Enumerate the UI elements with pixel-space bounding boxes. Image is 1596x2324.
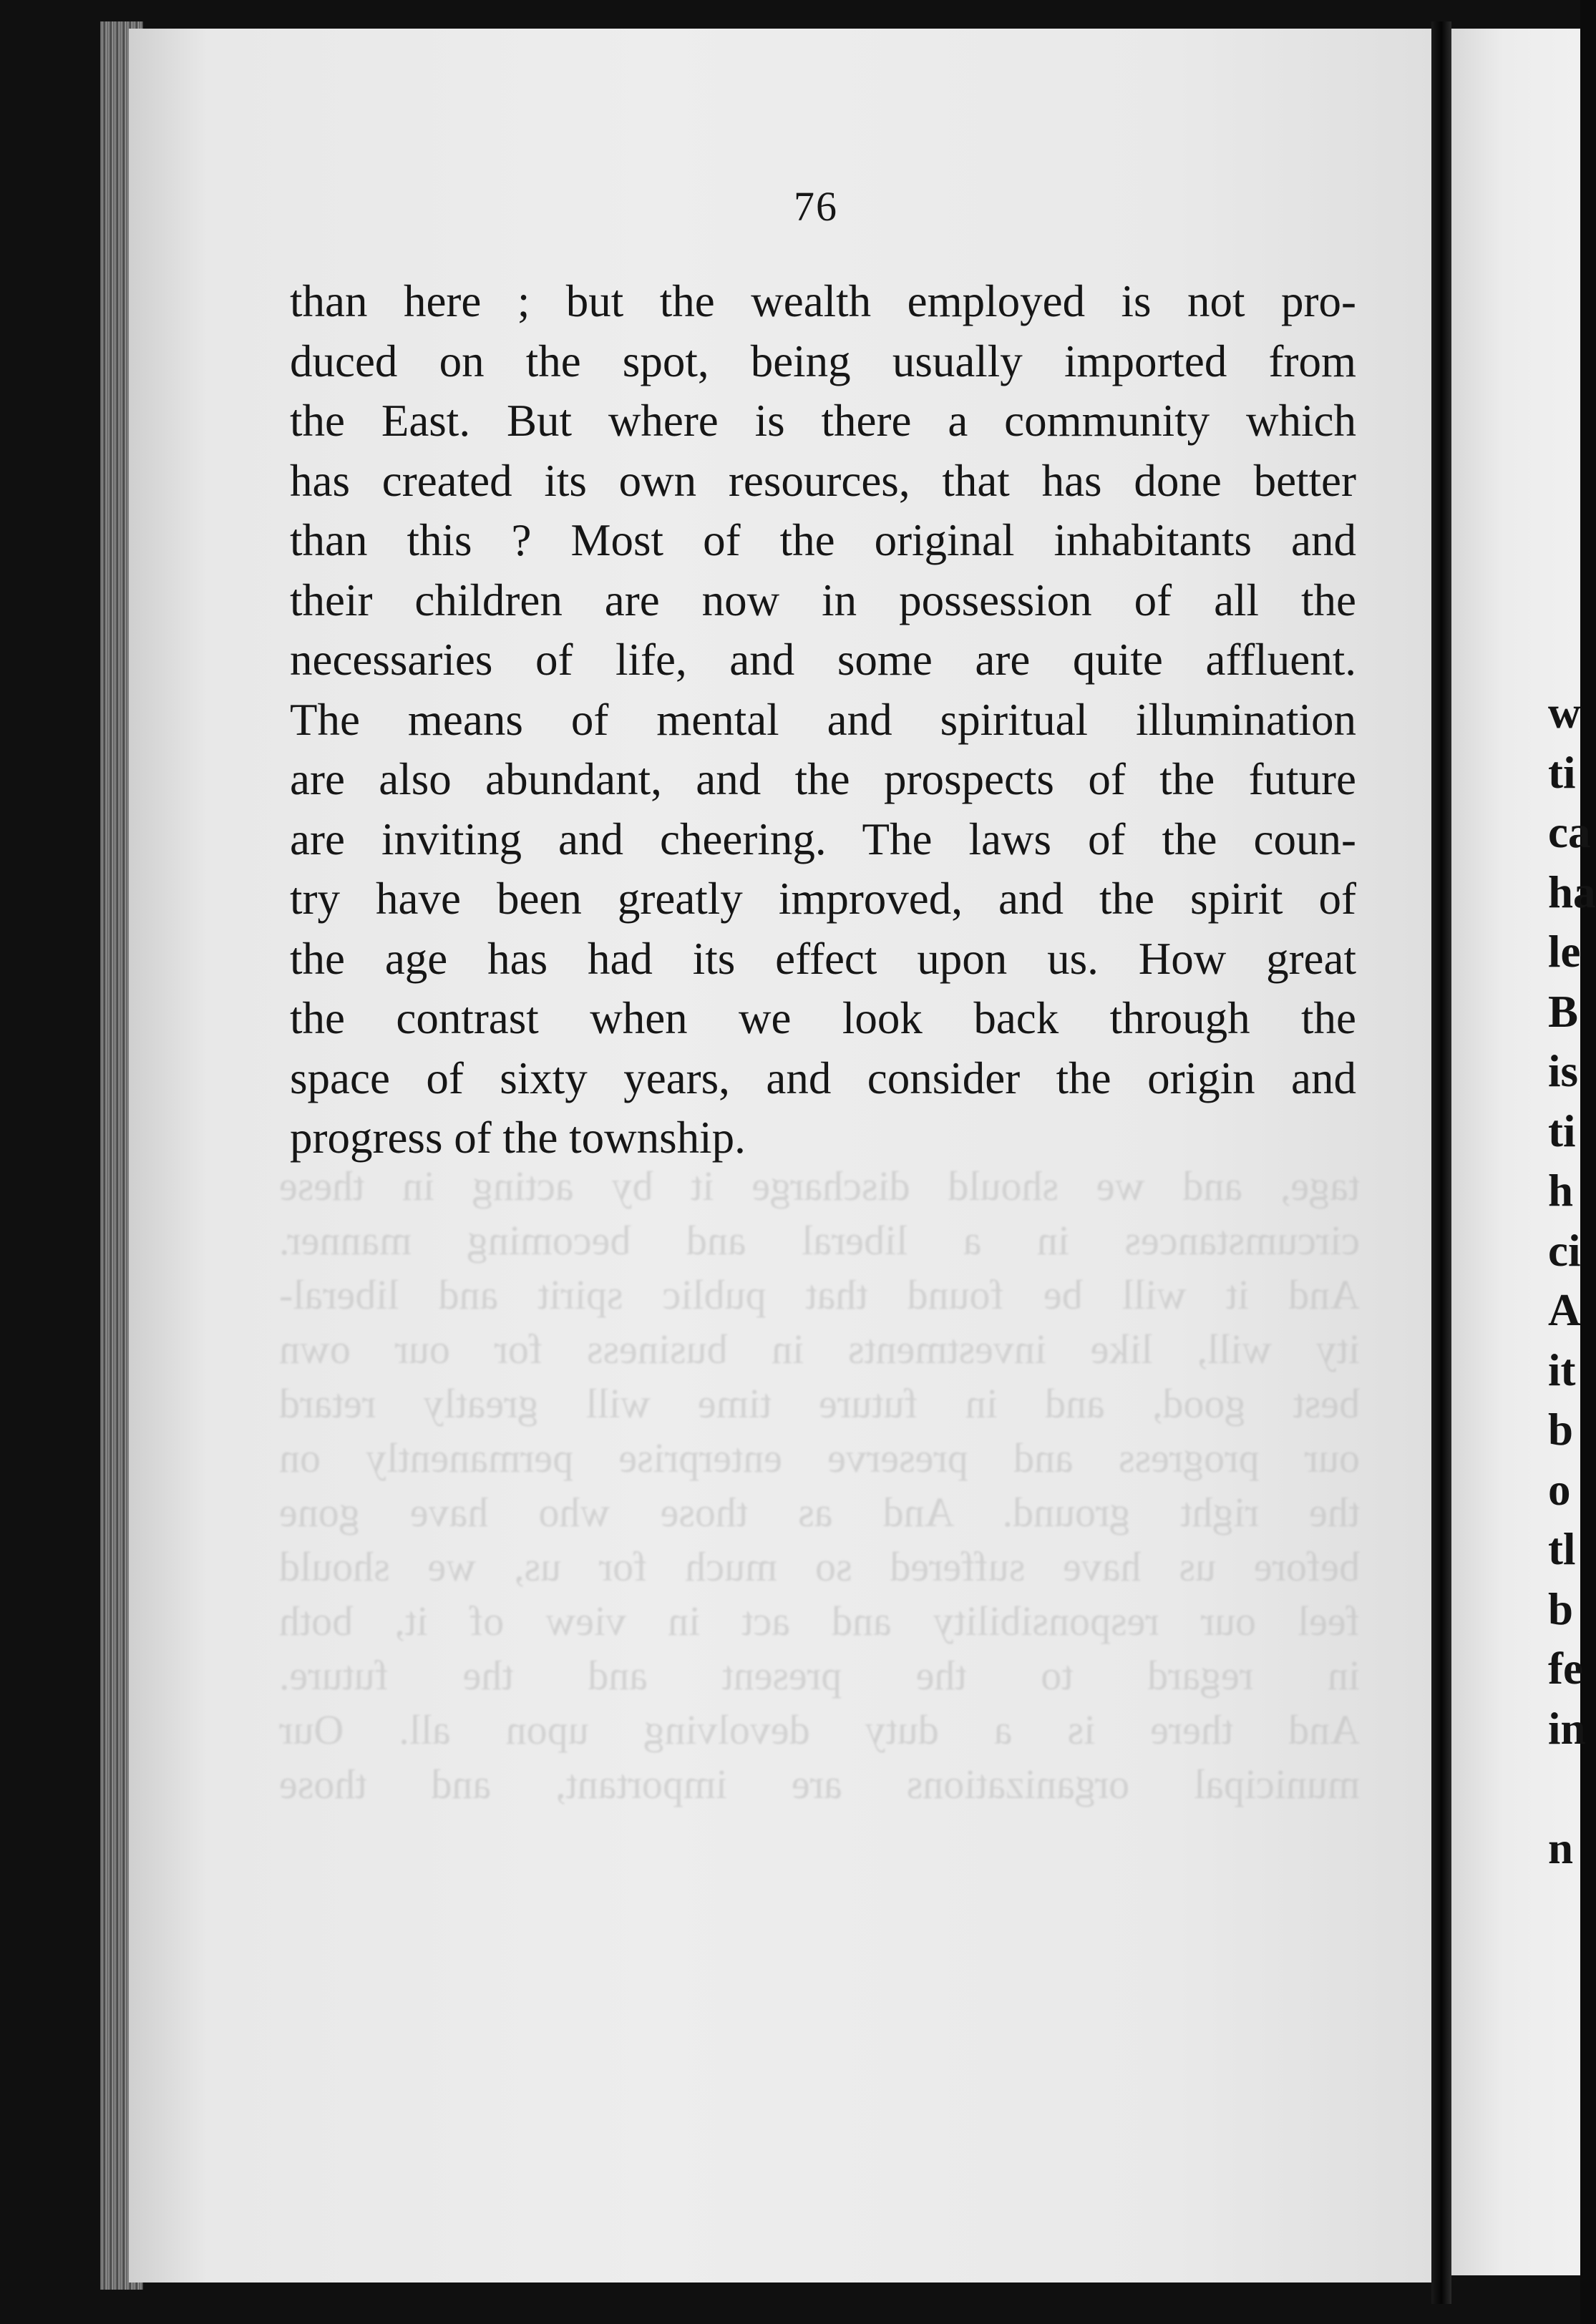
- facing-line-fragment: b: [1548, 1583, 1574, 1634]
- facing-line-fragment: h: [1548, 1166, 1574, 1216]
- facing-line-fragment: B: [1548, 986, 1579, 1037]
- text-line: has created its own resources, that has done better: [290, 455, 1356, 506]
- show-through-line: in regard to the present and the future.: [279, 1652, 1360, 1699]
- text-line: duced on the spot, being usually imported from: [290, 336, 1356, 386]
- facing-line-fragment: is: [1548, 1046, 1579, 1096]
- text-line: are also abundant, and the prospects of the future: [290, 754, 1356, 804]
- text-line: progress of the township.: [290, 1113, 746, 1163]
- facing-line-fragment: ha: [1548, 866, 1596, 917]
- facing-line-fragment: le: [1548, 927, 1581, 977]
- facing-line-fragment: o: [1548, 1464, 1571, 1515]
- text-line: the age has had its effect upon us. How great: [290, 933, 1356, 984]
- page-body-text: [290, 272, 1356, 1168]
- text-line: necessaries of life, and some are quite affluent.: [290, 635, 1356, 685]
- facing-line-fragment: ti: [1548, 747, 1576, 798]
- text-line: are inviting and cheering. The laws of the coun-: [290, 814, 1356, 864]
- text-line: the East. But where is there a community which: [290, 396, 1356, 446]
- facing-line-fragment: ca: [1548, 807, 1591, 857]
- facing-line-fragment: in: [1548, 1703, 1586, 1754]
- text-line: try have been greatly improved, and the spirit of: [290, 874, 1356, 924]
- facing-line-fragment: ci: [1548, 1225, 1581, 1276]
- text-line: The means of mental and spiritual illumination: [290, 694, 1356, 745]
- show-through-line: circumstances in a liberal and becoming manner.: [279, 1217, 1360, 1264]
- facing-line-fragment: it: [1548, 1344, 1576, 1395]
- page-number: 76: [794, 183, 838, 230]
- facing-line-fragment: fe: [1548, 1644, 1583, 1694]
- show-through-line: tage, and we should discharge it by acting in these: [279, 1163, 1360, 1209]
- facing-line-fragment: A: [1548, 1285, 1581, 1335]
- facing-line-fragment: [1548, 1759, 1591, 1819]
- show-through-line: And it will be found that public spirit and liberal-: [279, 1271, 1360, 1318]
- facing-page-text: [1548, 683, 1596, 1878]
- show-through-line: feel our responsibility and act in view of it, both: [279, 1598, 1360, 1644]
- text-line: their children are now in possession of all the: [290, 575, 1356, 625]
- facing-line-fragment: ti: [1548, 1105, 1576, 1156]
- show-through-line: the right ground. And as those who have gone: [279, 1489, 1360, 1536]
- show-through-line: municipal organizations are important, and those: [279, 1761, 1360, 1807]
- facing-line-fragment: n: [1548, 1822, 1574, 1873]
- facing-line-fragment: tl: [1548, 1524, 1576, 1574]
- show-through-line: ity will, like investments in business for our own: [279, 1326, 1360, 1372]
- text-line: than here ; but the wealth employed is not pro-: [290, 276, 1356, 326]
- show-through-text: [279, 1159, 1360, 1812]
- book-gutter: [1431, 21, 1451, 2304]
- text-line: the contrast when we look back through the: [290, 993, 1356, 1043]
- facing-line-fragment: w: [1548, 688, 1581, 738]
- show-through-line: best good, and in future time will greatly retard: [279, 1380, 1360, 1427]
- show-through-line: our progress and preserve enterprise permanently on: [279, 1435, 1360, 1481]
- show-through-line: before us have suffered so much for us, we should: [279, 1543, 1360, 1590]
- text-line: than this ? Most of the original inhabitants and: [290, 515, 1356, 565]
- show-through-line: And there is a duty devolving upon all. Our: [279, 1707, 1360, 1753]
- facing-line-fragment: b: [1548, 1405, 1574, 1455]
- text-line: space of sixty years, and consider the origin and: [290, 1053, 1356, 1103]
